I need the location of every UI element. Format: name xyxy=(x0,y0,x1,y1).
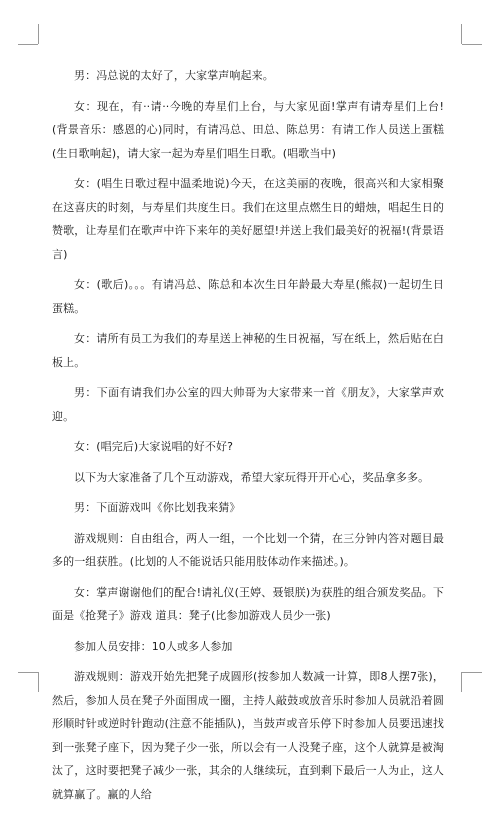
paragraph: 女：现在，有··请··今晚的寿星们上台，与大家见面!掌声有请寿星们上台!(背景音乐：感恩的心)同时，有请冯总、田总、陈总男：有请工作人员送上蛋糕(生日歌响起)，请大家一起为寿星们唱生日歌。(唱歌当中) xyxy=(52,99,444,160)
paragraph: 游戏规则：自由组合，两人一组，一个比划一个猜，在三分钟内答对题目最多的一组获胜。(比划的人不能说话只能用肢体动作来描述。)。 xyxy=(52,531,444,568)
paragraph: 男：下面有请我们办公室的四大帅哥为大家带来一首《朋友》，大家掌声欢迎。 xyxy=(52,386,444,423)
paragraph: 女：(唱生日歌过程中温柔地说)今天，在这美丽的夜晚，很高兴和大家相聚在这喜庆的时刻，与寿星们共度生日。我们在这里点燃生日的蜡烛，唱起生日的赞歌，让寿星们在歌声中许下来年的美好愿望!并送上我们最美好的祝福!(背景语言) xyxy=(52,177,444,261)
paragraph: 女：(唱完后)大家说唱的好不好? xyxy=(74,440,234,453)
crop-mark-top-right xyxy=(461,24,462,44)
paragraph: 女：掌声谢谢他们的配合!请礼仪(王婷、聂银朕)为获胜的组合颁发奖品。下面是《抢凳子》游戏 道具：凳子(比参加游戏人员少一张) xyxy=(52,585,444,622)
paragraph: 以下为大家准备了几个互动游戏，希望大家玩得开开心心，奖品拿多多。 xyxy=(74,470,430,484)
crop-mark-bottom-right xyxy=(461,672,462,692)
crop-mark-top-left xyxy=(18,44,38,45)
paragraph: 女：(歌后)。。。有请冯总、陈总和本次生日年龄最大寿星(熊叔)一起切生日蛋糕。 xyxy=(52,278,444,315)
crop-mark-top-left xyxy=(38,24,39,44)
paragraph: 参加人员安排：10人或多人参加 xyxy=(74,639,233,653)
document-body xyxy=(52,64,444,813)
crop-mark-bottom-right xyxy=(462,672,482,673)
paragraph: 女：请所有员工为我们的寿星送上神秘的生日祝福，写在纸上，然后贴在白板上。 xyxy=(52,332,444,369)
paragraph: 游戏规则：游戏开始先把凳子成圆形(按参加人数减一计算，即8人摆7张)，然后，参加人员在凳子外面围成一圈，主持人敲鼓或放音乐时参加人员就沿着圆形顺时针或逆时针跑动(注意不能插队)，当鼓声或音乐停下时参加人员要迅速找到一张凳子座下，因为凳子少一张，所以会有一人没凳子座，这个人就算是被淘汰了，这时要把凳子减少一张，其余的人继续玩，直到剩下最后一人为止，这人就算赢了。赢的人给 xyxy=(52,670,444,801)
paragraph: 男：下面游戏叫《你比划我来猜》 xyxy=(74,501,241,514)
crop-mark-top-right xyxy=(462,44,482,45)
paragraph: 男：冯总说的太好了，大家掌声响起来。 xyxy=(74,69,274,82)
crop-mark-bottom-left xyxy=(38,672,39,692)
crop-mark-bottom-left xyxy=(18,672,38,673)
